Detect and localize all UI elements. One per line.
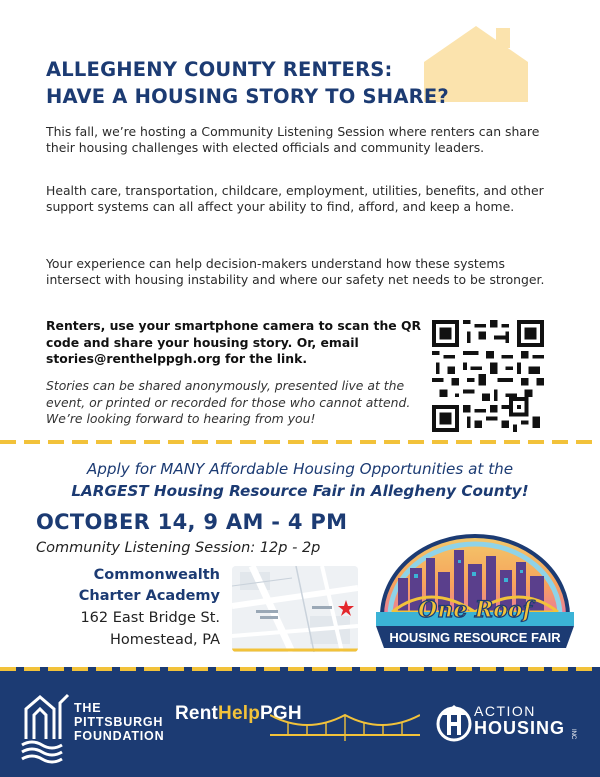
pf-line-3: FOUNDATION	[74, 729, 165, 743]
cta-paragraph: Renters, use your smartphone camera to scan the QR code and share your housing story. Or, email stories@renthelppgh.org for the link.	[46, 318, 422, 366]
section-divider	[0, 440, 600, 444]
venue-name-line-2: Charter Academy	[78, 588, 220, 604]
fair-announcement	[0, 458, 600, 502]
footer-stripe	[0, 667, 600, 671]
pgh-text: PGH	[260, 703, 302, 724]
event-date: OCTOBER 14, 9 AM - 4 PM	[36, 510, 348, 534]
title-line-1: ALLEGHENY COUNTY RENTERS:	[46, 58, 393, 81]
rent-text: Rent	[175, 703, 219, 724]
session-time: Community Listening Session: 12p - 2p	[36, 540, 321, 556]
experience-paragraph: Your experience can help decision-makers understand how these systems intersect with housing instability and where our safety net needs to be stronger.	[46, 256, 545, 287]
pf-line-2: PITTSBURGH	[74, 715, 164, 729]
apply-line-2: LARGEST Housing Resource Fair in Allegheny County!	[71, 482, 529, 500]
map-pin-icon	[338, 600, 354, 616]
pf-line-1: THE	[74, 701, 102, 715]
intro-paragraph: This fall, we’re hosting a Community Listening Session where renters can share their housing challenges with elected officials and community leaders.	[46, 124, 540, 155]
location-map[interactable]	[232, 566, 358, 652]
apply-line-1: Apply for MANY Affordable Housing Opportunities at the	[86, 460, 514, 478]
address-line-1: 162 East Bridge St.	[80, 610, 220, 626]
action-housing-name	[474, 703, 565, 737]
qr-code[interactable]	[432, 320, 544, 432]
ah-line-2: HOUSING	[474, 718, 566, 738]
support-systems-paragraph: Health care, transportation, childcare, employment, utilities, benefits, and other support systems can all affect your ability to find, afford, and keep a home.	[46, 183, 544, 214]
venue-block	[40, 565, 220, 651]
title-line-2: HAVE A HOUSING STORY TO SHARE?	[46, 85, 449, 108]
ah-inc: INC	[570, 729, 576, 740]
venue-name-line-1: Commonwealth	[93, 567, 220, 583]
pittsburgh-foundation-name	[74, 701, 164, 743]
page-title	[46, 56, 516, 110]
anonymity-note: Stories can be shared anonymously, presented live at the event, or printed or recorded for those who cannot attend. We’re looking forward to hearing from you!	[46, 378, 411, 426]
footer-bar	[0, 667, 600, 777]
ah-line-1: ACTION	[474, 703, 536, 719]
svg-text:One Roof: One Roof	[418, 597, 532, 623]
bridge-icon	[270, 711, 420, 745]
svg-text:HOUSING RESOURCE FAIR: HOUSING RESOURCE FAIR	[389, 630, 561, 645]
address-line-2: Homestead, PA	[109, 632, 220, 648]
help-text: Help	[218, 703, 261, 724]
one-roof-fair-logo	[370, 520, 580, 660]
